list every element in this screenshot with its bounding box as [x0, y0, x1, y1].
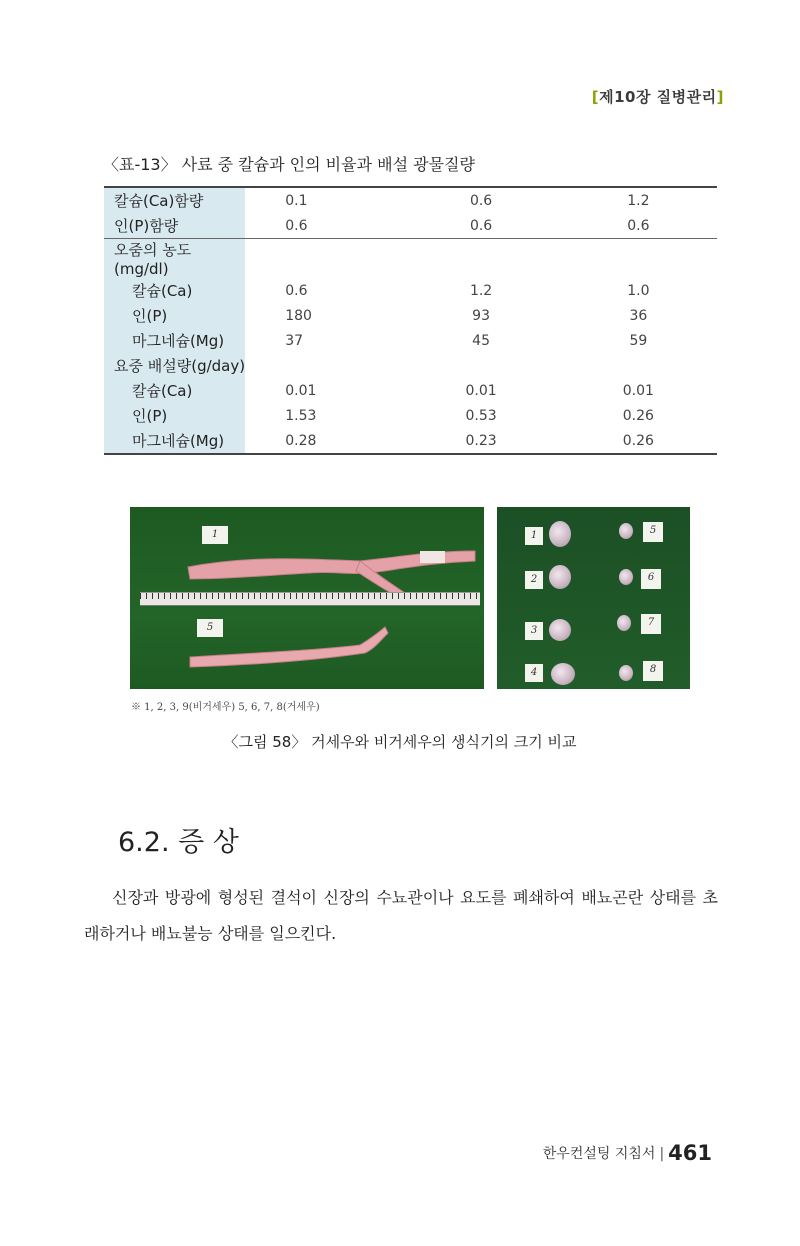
cell: 0.6 — [469, 217, 493, 234]
cell — [245, 239, 402, 279]
row-label: 인(P) — [104, 303, 245, 328]
cell: 0.53 — [465, 407, 497, 424]
cell: 0.26 — [622, 407, 654, 424]
row-label: 마그네슘(Mg) — [104, 428, 245, 454]
photo-card: 1 — [525, 527, 543, 545]
table-row — [104, 239, 717, 279]
cell: 0.6 — [285, 282, 308, 299]
photo-card: 7 — [641, 614, 661, 634]
cell: 0.23 — [402, 428, 559, 454]
row-label: 마그네슘(Mg) — [104, 328, 245, 353]
table-row — [104, 353, 717, 378]
photo-card: 5 — [643, 522, 663, 542]
figure-caption: 〈그림 58〉 거세우와 비거세우의 생식기의 크기 비교 — [223, 733, 577, 751]
row-label: 칼슘(Ca) — [104, 278, 245, 303]
chapter-tag — [592, 86, 724, 107]
chapter-title: 제10장 질병관리 — [599, 88, 717, 106]
table-row — [104, 328, 717, 353]
row-label: 요중 배설량(g/day) — [104, 353, 245, 378]
row-label: 인(P) — [104, 403, 245, 428]
cell: 1.2 — [560, 187, 717, 213]
cell: 1.2 — [469, 282, 493, 299]
cell: 180 — [285, 307, 312, 324]
cell: 0.01 — [465, 382, 497, 399]
testis — [549, 565, 571, 589]
cell: 0.28 — [245, 428, 402, 454]
cell — [560, 239, 717, 279]
table-row — [104, 213, 717, 239]
cell: 0.26 — [560, 428, 717, 454]
bracket-close: ] — [716, 88, 724, 106]
testis — [619, 665, 633, 681]
cell — [402, 239, 559, 279]
body-paragraph: 신장과 방광에 형성된 결석이 신장의 수뇨관이나 요도를 폐쇄하여 배뇨곤란 상태를 초래하거나 배뇨불능 상태를 일으킨다. — [84, 888, 718, 943]
cell: 45 — [472, 332, 490, 349]
table-row — [104, 403, 717, 428]
testis — [619, 523, 633, 539]
testis — [549, 521, 571, 547]
footer-separator: | — [659, 1146, 665, 1162]
cell: 36 — [629, 307, 648, 324]
cell: 1.0 — [627, 282, 650, 299]
cell — [560, 353, 717, 378]
row-label: 칼슘(Ca)함량 — [104, 187, 245, 213]
row-label: 인(P)함량 — [104, 213, 245, 239]
cell: 0.6 — [627, 217, 650, 234]
table-row — [104, 278, 717, 303]
section-heading: 6.2. 증 상 — [118, 827, 239, 858]
photo-card: 3 — [525, 622, 543, 640]
page-footer — [543, 1141, 712, 1165]
cell: 0.6 — [402, 187, 559, 213]
photo-card: 8 — [643, 661, 663, 681]
measuring-ruler — [140, 592, 480, 606]
book-title: 한우컨설팅 지침서 — [542, 1146, 656, 1162]
cell: 0.01 — [622, 382, 654, 399]
table-row — [104, 303, 717, 328]
table-caption: 〈표-13〉 사료 중 칼슘과 인의 비율과 배설 광물질량 — [103, 155, 475, 174]
testes-photo — [497, 507, 690, 689]
cell: 59 — [629, 332, 648, 349]
photo-note: ※ 1, 2, 3, 9(비거세우) 5, 6, 7, 8(거세우) — [131, 702, 320, 713]
photo-card: 1 — [202, 526, 228, 544]
cell: 93 — [472, 307, 490, 324]
row-label: 칼슘(Ca) — [104, 378, 245, 403]
cell: 1.53 — [285, 407, 317, 424]
testis — [549, 619, 571, 641]
cell — [402, 353, 559, 378]
table-row — [104, 187, 717, 213]
cell: 0.1 — [245, 187, 402, 213]
mineral-table — [104, 186, 717, 455]
cell: 37 — [285, 332, 304, 349]
testis — [619, 569, 633, 585]
table-row — [104, 378, 717, 403]
photo-card: 2 — [525, 571, 543, 589]
testis — [551, 663, 575, 685]
table-row — [104, 428, 717, 454]
photo-card: 5 — [197, 619, 223, 637]
cell: 0.01 — [285, 382, 317, 399]
testis — [617, 615, 631, 631]
photo-card: 6 — [641, 569, 661, 589]
bracket-open: [ — [591, 88, 600, 106]
photo-card: 4 — [525, 664, 543, 682]
page-number: 461 — [668, 1141, 712, 1165]
row-label: 오줌의 농도(mg/dl) — [104, 239, 245, 279]
cell — [245, 353, 402, 378]
cell: 0.6 — [285, 217, 308, 234]
